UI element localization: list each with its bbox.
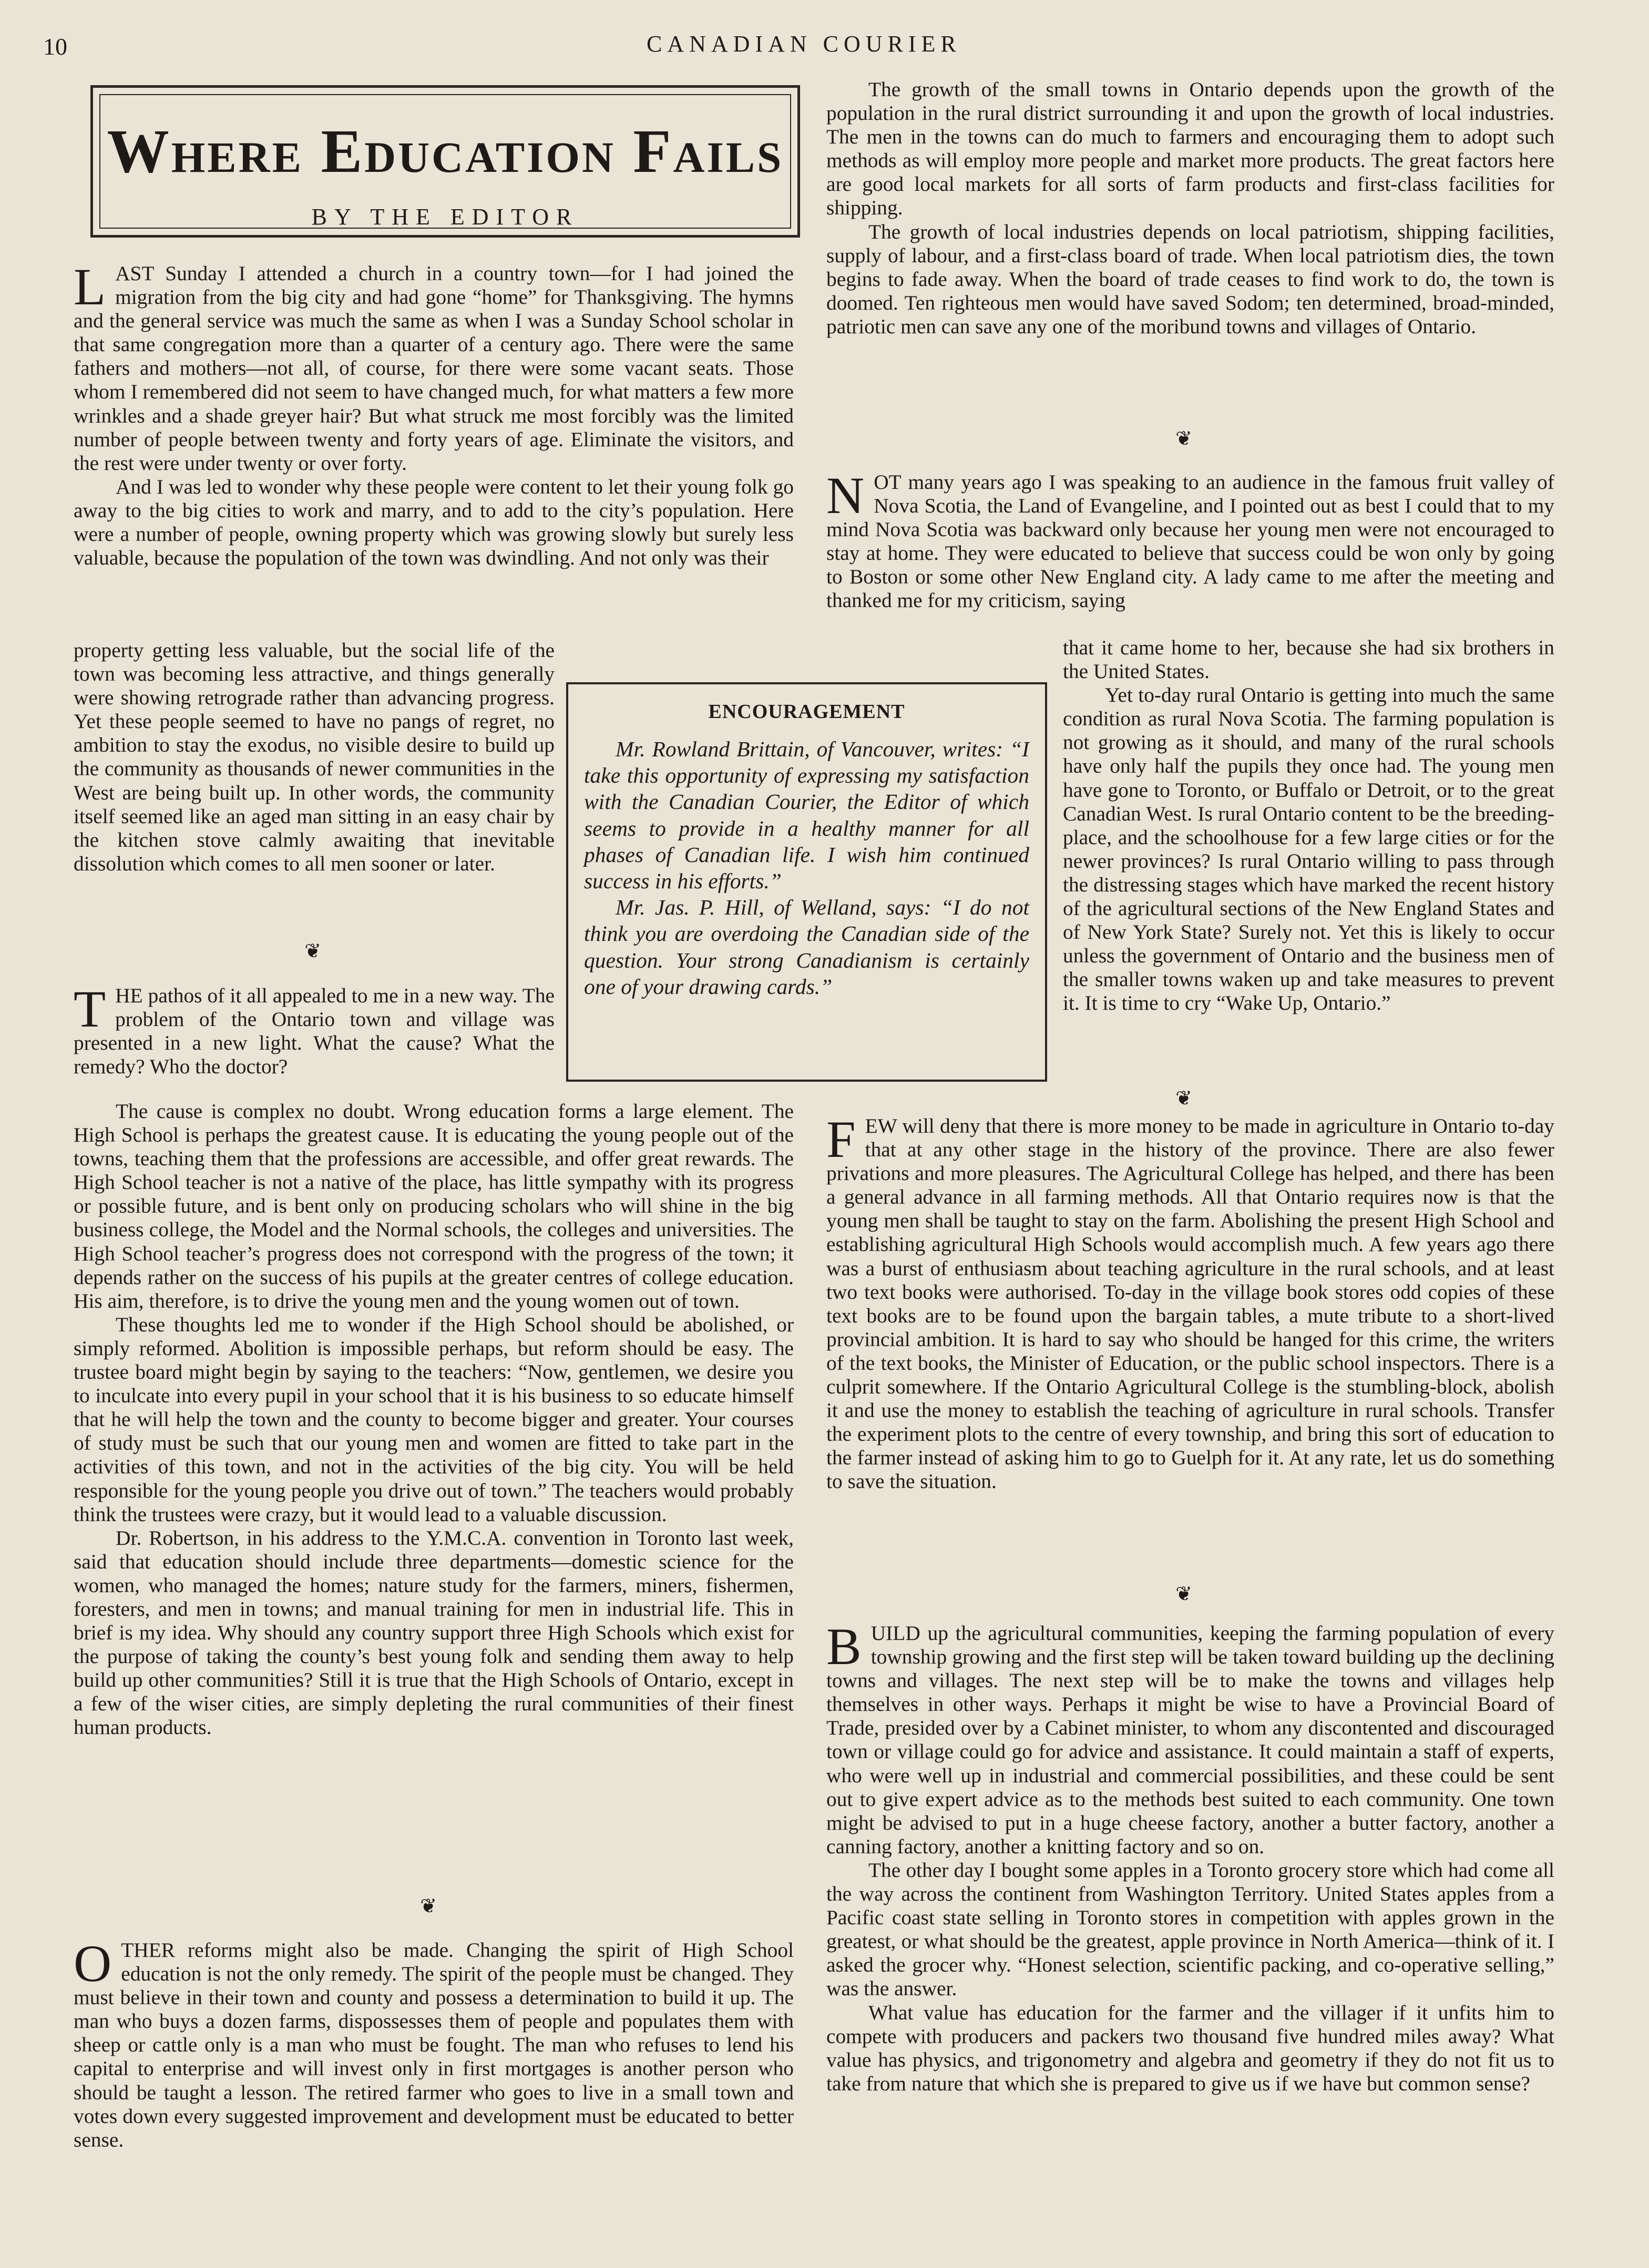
section-ornament-icon: ❦ bbox=[1175, 428, 1192, 450]
paragraph: FEW will deny that there is more money to be made in agriculture in Ontario to-day that at any other stage in the history of the province. There are also fewer privations and more pleasures. The Agricultural College has helped, and there has been a general advance in all farming methods. All that Ontario requires now is that the young men shall be taught to stay on the farm. Abolishing the present High School and establishing agricultural High Schools would accomplish much. A few years ago there was a burst of enthusiasm about teaching agriculture in the rural schools, and at least two text books were authorised. To-day in the village book stores odd copies of these text books are to be found upon the bargain tables, a mute tribute to a short-lived provincial ambition. It is hard to say who should be hanged for this crime, the writers of the text books, the Minister of Education, or the public school inspectors. There is a culprit somewhere. If the Ontario Agricultural College is the stumbling-block, abolish it and use the money to establish the teaching of agriculture in rural schools. Transfer the experiment plots to the centre of every township, and bring this sort of education to the farmer instead of asking him to go to Guelph for it. At any rate, let us do something to save the situation. bbox=[826, 1110, 1554, 1493]
paragraph: The growth of the small towns in Ontario depends upon the growth of the population in the rural district surrounding it and upon the growth of local industries. The men in the towns can do much to farmers and encouraging them to adopt such methods as will employ more people and market more products. The great factors here are good local markets for all sorts of farm products and first-class facilities for shipping. bbox=[826, 78, 1554, 220]
paragraph: Yet to-day rural Ontario is getting into much the same condition as rural Nova Scotia. The farming population is not growing as it should, and many of the rural schools have only half the pupils they once had. The young men have gone to Toronto, or Buffalo or Detroit, or to the great Canadian West. Is rural Ontario content to be the breeding-place, and the schoolhouse for a few large cities or for the newer provinces? Is rural Ontario willing to pass through the distressing stages which have marked the recent history of the agricultural sections of the New England States and of New York State? Surely not. Yet this is likely to occur unless the government of Ontario and the business men of the smaller towns waken up and take measures to prevent it. It is time to cry “Wake Up, Ontario.” bbox=[1063, 683, 1554, 1015]
article-byline: BY THE EDITOR bbox=[311, 204, 579, 230]
section-ornament-icon: ❦ bbox=[420, 1895, 437, 1917]
paragraph: What value has education for the farmer and the villager if it unfits him to compete with producers and packers two thousand five hundred miles away? What value has physics, and trigonometry and algebra and geometry if they do not fit us to take from nature that which she is prepared to give us if we have but common sense? bbox=[826, 2000, 1554, 2095]
paragraph: And I was led to wonder why these people were content to let their young folk go away to the big cities to work and marry, and to add to the city’s population. Here were a number of people, owning property which was growing slowly but surely less valuable, because the population of the town was dwindling. And not only was their bbox=[74, 475, 794, 570]
title-box-inner-frame bbox=[99, 94, 791, 229]
encouragement-sidebar bbox=[566, 682, 1047, 1082]
paragraph: The growth of local industries depends on local patriotism, shipping facilities, supply of labour, and a first-class board of trade. When local patriotism dies, the town begins to fade away. When the board of trade ceases to find work to do, the town is doomed. Ten righteous men would have saved Sodom; ten determined, broad-minded, patriotic men can save any one of the moribund towns and villages of Ontario. bbox=[826, 220, 1554, 338]
section-ornament-icon: ❦ bbox=[1175, 1583, 1192, 1605]
paragraph: NOT many years ago I was speaking to an audience in the famous fruit valley of Nova Scotia, the Land of Evangeline, and I pointed out as best I could that to my mind Nova Scotia was backward only because her young men were not encouraged to stay at home. They were educated to believe that success could be won only by going to Boston or some other New England city. A lady came to me after the meeting and thanked me for my criticism, saying bbox=[826, 466, 1554, 612]
right-column-section3 bbox=[826, 1110, 1554, 1494]
paragraph: Dr. Robertson, in his address to the Y.M.C.A. convention in Toronto last week, said that education should include three departments—domestic science for the women, who managed the homes; nature study for the farmers, miners, fishermen, foresters, and men in towns; and manual training for men in industrial life. This in brief is my idea. Why should any country support three High Schools which exist for the purpose of taking the county’s best young folk and sending them away to help build up other communities? Still it is true that the High Schools of Ontario, except in a few of the wiser cities, are simply depleting the rural communities of their finest human products. bbox=[74, 1526, 794, 1739]
left-column-top bbox=[74, 258, 794, 570]
right-column-section2 bbox=[826, 466, 1554, 613]
page-number: 10 bbox=[43, 33, 67, 60]
paragraph: LAST Sunday I attended a church in a country town—for I had joined the migration from the big city and had gone “home” for Thanksgiving. The hymns and the general service was much the same as when I was a Sunday School scholar in that same congregation more than a quarter of a century ago. There were the same fathers and mothers—not all, of course, for there were some vacant seats. Those whom I remembered did not seem to have changed much, for what matters a few more wrinkles and a shade greyer hair? But what struck me most forcibly was the limited number of people between twenty and forty years of age. Eliminate the visitors, and the rest were under twenty or over forty. bbox=[74, 258, 794, 475]
running-header: CANADIAN COURIER bbox=[647, 31, 961, 57]
drop-cap: N bbox=[826, 466, 865, 525]
paragraph: THE pathos of it all appealed to me in a new way. The problem of the Ontario town and village was presented in a new light. What the cause? What the remedy? Who the doctor? bbox=[74, 980, 555, 1079]
right-column-narrow bbox=[1063, 636, 1554, 1015]
sidebar-heading: ENCOURAGEMENT bbox=[708, 701, 905, 723]
sidebar-text bbox=[584, 736, 1029, 1000]
paragraph: BUILD up the agricultural communities, keeping the farming population of every township growing and the first step will be taken toward building up the declining towns and villages. The next step will be to make the towns and villages help themselves in other ways. Perhaps it might be wise to have a Provincial Board of Trade, presided over by a Cabinet minister, to whom any discontented and discouraged town or village could go for advice and assistance. It could maintain a staff of experts, who were well up in industrial and commercial possibilities, and these could be sent out to give expert advice as to the methods best suited to each community. One town might be advised to put in a huge cheese factory, another a butter factory, another a canning factory, another a knitting factory and so on. bbox=[826, 1617, 1554, 1858]
paragraph: property getting less valuable, but the social life of the town was becoming less attractive, and things generally were showing retrograde rather than advancing progress. Yet these people seemed to have no pangs of regret, no ambition to stay the exodus, no visible desire to build up the community as thousands of newer communities in the West are being built up. In other words, the community itself seemed like an aged man sitting in an easy chair by the kitchen stove calmly awaiting that inevitable dissolution which comes to all men sooner or later. bbox=[74, 639, 555, 875]
left-column-narrow bbox=[74, 639, 555, 876]
left-column-section3 bbox=[74, 1934, 794, 2152]
left-column-section2-intro bbox=[74, 980, 555, 1079]
article-title: Where Education Fails bbox=[107, 117, 784, 186]
section-ornament-icon: ❦ bbox=[304, 940, 321, 962]
right-column-section4 bbox=[826, 1617, 1554, 2096]
paragraph: The other day I bought some apples in a Toronto grocery store which had come all the way across the continent from Washington Territory. United States apples from a Pacific coast state selling in Toronto stores in competition with apples grown in the greatest, or what should be the greatest, apple province in North America—think of it. I asked the grocer why. “Honest selection, scientific packing, and co-operative selling,” was the answer. bbox=[826, 1858, 1554, 2000]
drop-cap: O bbox=[74, 1934, 112, 1993]
drop-cap: T bbox=[74, 980, 106, 1038]
sidebar-quote: Mr. Jas. P. Hill, of Welland, says: “I do not think you are overdoing the Canadian side of the question. Your strong Canadianism is certainly one of your drawing cards.” bbox=[584, 895, 1029, 999]
right-column-top bbox=[826, 78, 1554, 338]
drop-cap: F bbox=[826, 1110, 856, 1168]
paragraph: that it came home to her, because she had six brothers in the United States. bbox=[1063, 636, 1554, 683]
title-box bbox=[90, 85, 800, 238]
paragraph: The cause is complex no doubt. Wrong education forms a large element. The High School is perhaps the greatest cause. It is educating the young people out of the towns, teaching them that the professions are accessible, and offer great rewards. The High School teacher is not a native of the place, has little sympathy with its progress or possible future, and is bent only on producing scholars who will shine in the big business college, the Model and the Normal schools, the colleges and universities. The High School teacher’s progress does not correspond with the progress of the town; it depends rather on the success of his pupils at the greater centres of college education. His aim, therefore, is to drive the young men and the young women out of town. bbox=[74, 1100, 794, 1312]
drop-cap: B bbox=[826, 1617, 862, 1676]
left-column-section2 bbox=[74, 1100, 794, 1740]
paragraph: These thoughts led me to wonder if the High School should be abolished, or simply reformed. Abolition is impossible perhaps, but reform should be easy. The trustee board might begin by saying to the teachers: “Now, gentlemen, we desire you to inculcate into every pupil in your school that it is his business to so educate himself that he will help the town and the county to become bigger and greater. Your courses of study must be such that our young men and women are fitted to take part in the activities of this town, and not in the activities of the big city. You will be held responsible for the young people you drive out of town.” The teachers would probably think the trustees were crazy, but it would lead to a valuable discussion. bbox=[74, 1312, 794, 1526]
section-ornament-icon: ❦ bbox=[1175, 1087, 1192, 1110]
paragraph: OTHER reforms might also be made. Changing the spirit of High School education is not the only remedy. The spirit of the people must be changed. They must believe in their town and county and possess a determination to build it up. The man who buys a dozen farms, dispossesses them of people and populates them with sheep or cattle only is a man who must be fought. The man who refuses to lend his capital to enterprise and will invest only in first mortgages is another person who should be taught a lesson. The retired farmer who goes to live in a small town and votes down every suggested improvement and development must be educated to better sense. bbox=[74, 1934, 794, 2151]
drop-cap: L bbox=[74, 258, 106, 316]
sidebar-quote: Mr. Rowland Brittain, of Vancouver, writes: “I take this opportunity of expressing my satisfaction with the Canadian Courier, the Editor of which seems to provide in a healthy manner for all phases of Canadian life. I wish him continued success in his efforts.” bbox=[584, 737, 1029, 894]
